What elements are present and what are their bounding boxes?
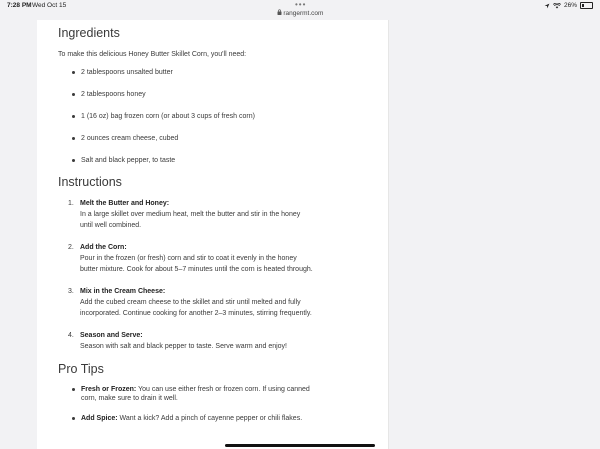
step-number: 1. [68,200,74,207]
tip-title: Add Spice: [81,415,118,422]
step-title: Mix in the Cream Cheese: [80,288,166,295]
instructions-heading: Instructions [58,175,122,189]
status-date: Wed Oct 15 [32,2,67,9]
list-item [58,385,378,403]
pro-tips-list [58,385,378,423]
step-text: In a large skillet over medium heat, melt the butter and stir in the honey [80,211,301,218]
lock-icon [277,9,282,15]
step-text: incorporated. Continue cooking for another 2–3 minutes, stirring frequently. [80,310,312,317]
status-time: 7:28 PM [7,2,32,9]
tip-text: Want a kick? Add a pinch of cayenne pepper or chili flakes. [119,415,303,422]
list-item [58,198,378,231]
step-number: 4. [68,332,74,339]
url-text: rangermt.com [283,10,324,17]
list-item [58,286,378,319]
list-item [58,242,378,275]
tip-title: Fresh or Frozen: [81,386,137,393]
list-item [58,330,378,352]
list-item: Salt and black pepper, to taste [58,156,378,165]
list-item: 2 tablespoons honey [58,90,378,99]
multitasking-dots[interactable]: ••• [295,0,307,9]
ingredients-intro: To make this delicious Honey Butter Skillet Corn, you'll need: [58,51,247,58]
step-number: 3. [68,288,74,295]
battery-icon [580,2,593,9]
list-item [58,414,378,423]
wifi-icon [553,3,561,9]
ingredients-list [58,68,378,165]
step-text: Season with salt and black pepper to taste. Serve warm and enjoy! [80,343,288,350]
tip-text: corn, make sure to drain it well. [81,395,178,402]
list-item: 2 tablespoons unsalted butter [58,68,378,77]
step-text: Pour in the frozen (or fresh) corn and stir to coat it evenly in the honey [80,255,297,262]
tip-text: You can use either fresh or frozen corn. If using canned [138,386,310,393]
ingredients-heading: Ingredients [58,26,120,40]
list-item: 1 (16 oz) bag frozen corn (or about 3 cups of fresh corn) [58,112,378,121]
article-page[interactable] [37,20,389,449]
step-title: Season and Serve: [80,332,143,339]
article-content [58,26,378,423]
step-title: Add the Corn: [80,244,127,251]
location-icon [544,3,550,9]
step-number: 2. [68,244,74,251]
pro-tips-heading: Pro Tips [58,362,104,376]
instructions-list [58,198,378,352]
status-indicators [544,2,593,9]
home-indicator[interactable] [225,444,375,447]
step-text: until well combined. [80,222,142,229]
battery-percent: 26% [563,2,577,9]
list-item: 2 ounces cream cheese, cubed [58,134,378,143]
step-text: Add the cubed cream cheese to the skillet and stir until melted and fully [80,299,301,306]
step-title: Melt the Butter and Honey: [80,200,170,207]
address-bar[interactable] [0,9,600,18]
step-text: butter mixture. Cook for about 5–7 minutes until the corn is heated through. [80,266,313,273]
